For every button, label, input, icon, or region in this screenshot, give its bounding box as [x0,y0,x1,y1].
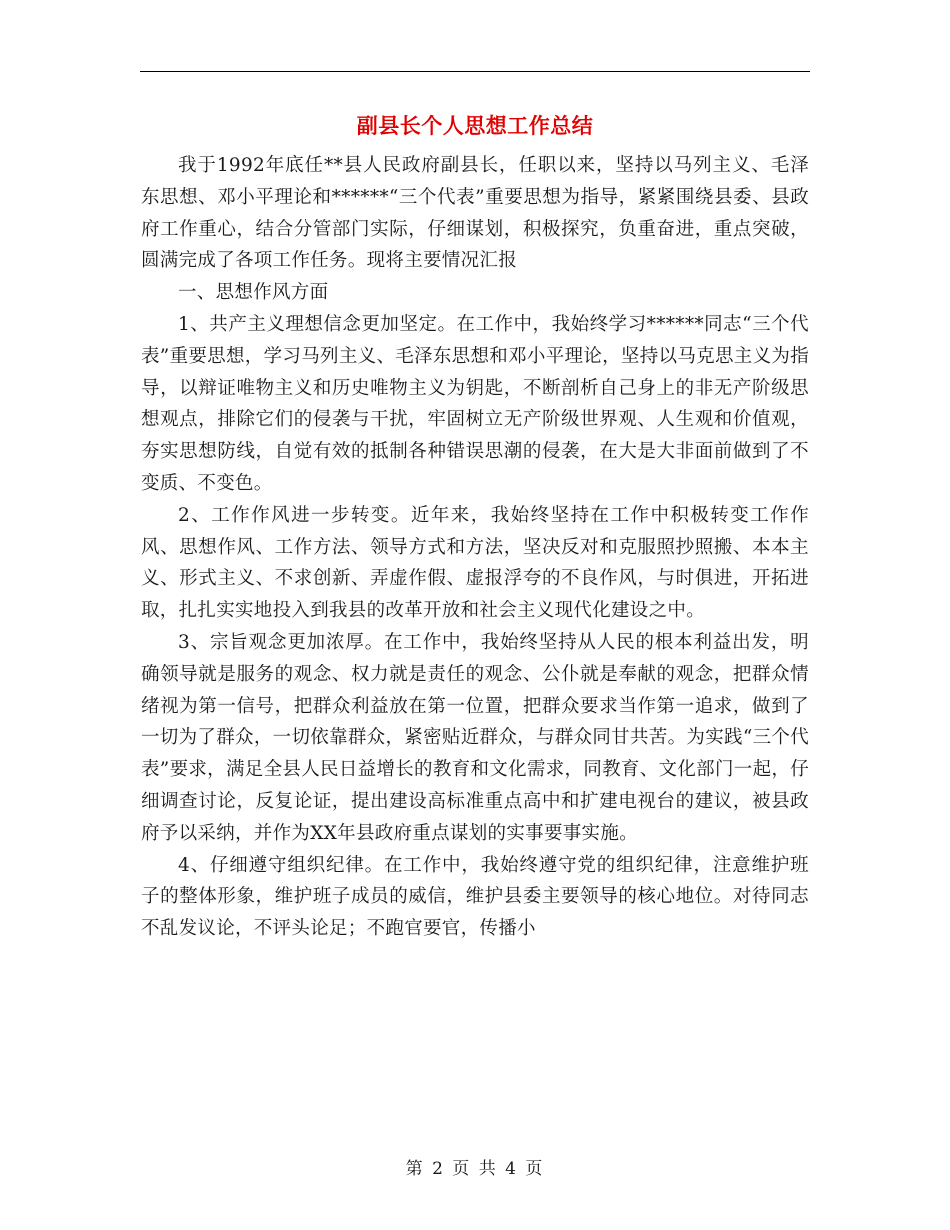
header-rule [140,71,810,72]
page-number: 第 2 页 共 4 页 [405,1159,545,1179]
section-heading: 一、思想作风方面 [178,282,329,304]
document-body [141,150,809,945]
paragraph-2: 2、工作作风进一步转变。近年来，我始终坚持在工作中积极转变工作作风、思想作风、工作方法、领导方式和方法，坚决反对和克服照抄照搬、本本主义、形式主义、不求创新、弄虚作假、虚报浮夸的不良作风，与时俱进，开拓进取，扎扎实实地投入到我县的改革开放和社会主义现代化建设之中。 [141,504,809,622]
paragraph-4: 4、仔细遵守组织纪律。在工作中，我始终遵守党的组织纪律，注意维护班子的整体形象，维护班子成员的威信，维护县委主要领导的核心地位。对待同志不乱发议论，不评头论足；不跑官要官，传播小 [141,854,809,940]
paragraph-1: 1、共产主义理想信念更加坚定。在工作中，我始终学习******同志“三个代表”重要思想，学习马列主义、毛泽东思想和邓小平理论，坚持以马克思主义为指导，以辩证唯物主义和历史唯物主义为钥匙，不断剖析自己身上的非无产阶级思想观点，排除它们的侵袭与干扰，牢固树立无产阶级世界观、人生观和价值观，夯实思想防线，自觉有效的抵制各种错误思潮的侵袭，在大是大非面前做到了不变质、不变色。 [141,313,809,494]
paragraph-3: 3、宗旨观念更加浓厚。在工作中，我始终坚持从人民的根本利益出发，明确领导就是服务的观念、权力就是责任的观念、公仆就是奉献的观念，把群众情绪视为第一信号，把群众利益放在第一位置，把群众要求当作第一追求，做到了一切为了群众，一切依靠群众，紧密贴近群众，与群众同甘共苦。为实践“三个代表”要求，满足全县人民日益增长的教育和文化需求，同教育、文化部门一起，仔细调查讨论，反复论证，提出建设高标准重点高中和扩建电视台的建议，被县政府予以采纳，并作为XX年县政府重点谋划的实事要事实施。 [141,631,809,844]
intro-paragraph: 我于1992年底任**县人民政府副县长，任职以来，坚持以马列主义、毛泽东思想、邓小平理论和******“三个代表”重要思想为指导，紧紧围绕县委、县政府工作重心，结合分管部门实际，仔细谋划，积极探究，负重奋进，重点突破，圆满完成了各项工作任务。现将主要情况汇报 [141,155,809,272]
document-title: 副县长个人思想工作总结 [356,113,594,138]
